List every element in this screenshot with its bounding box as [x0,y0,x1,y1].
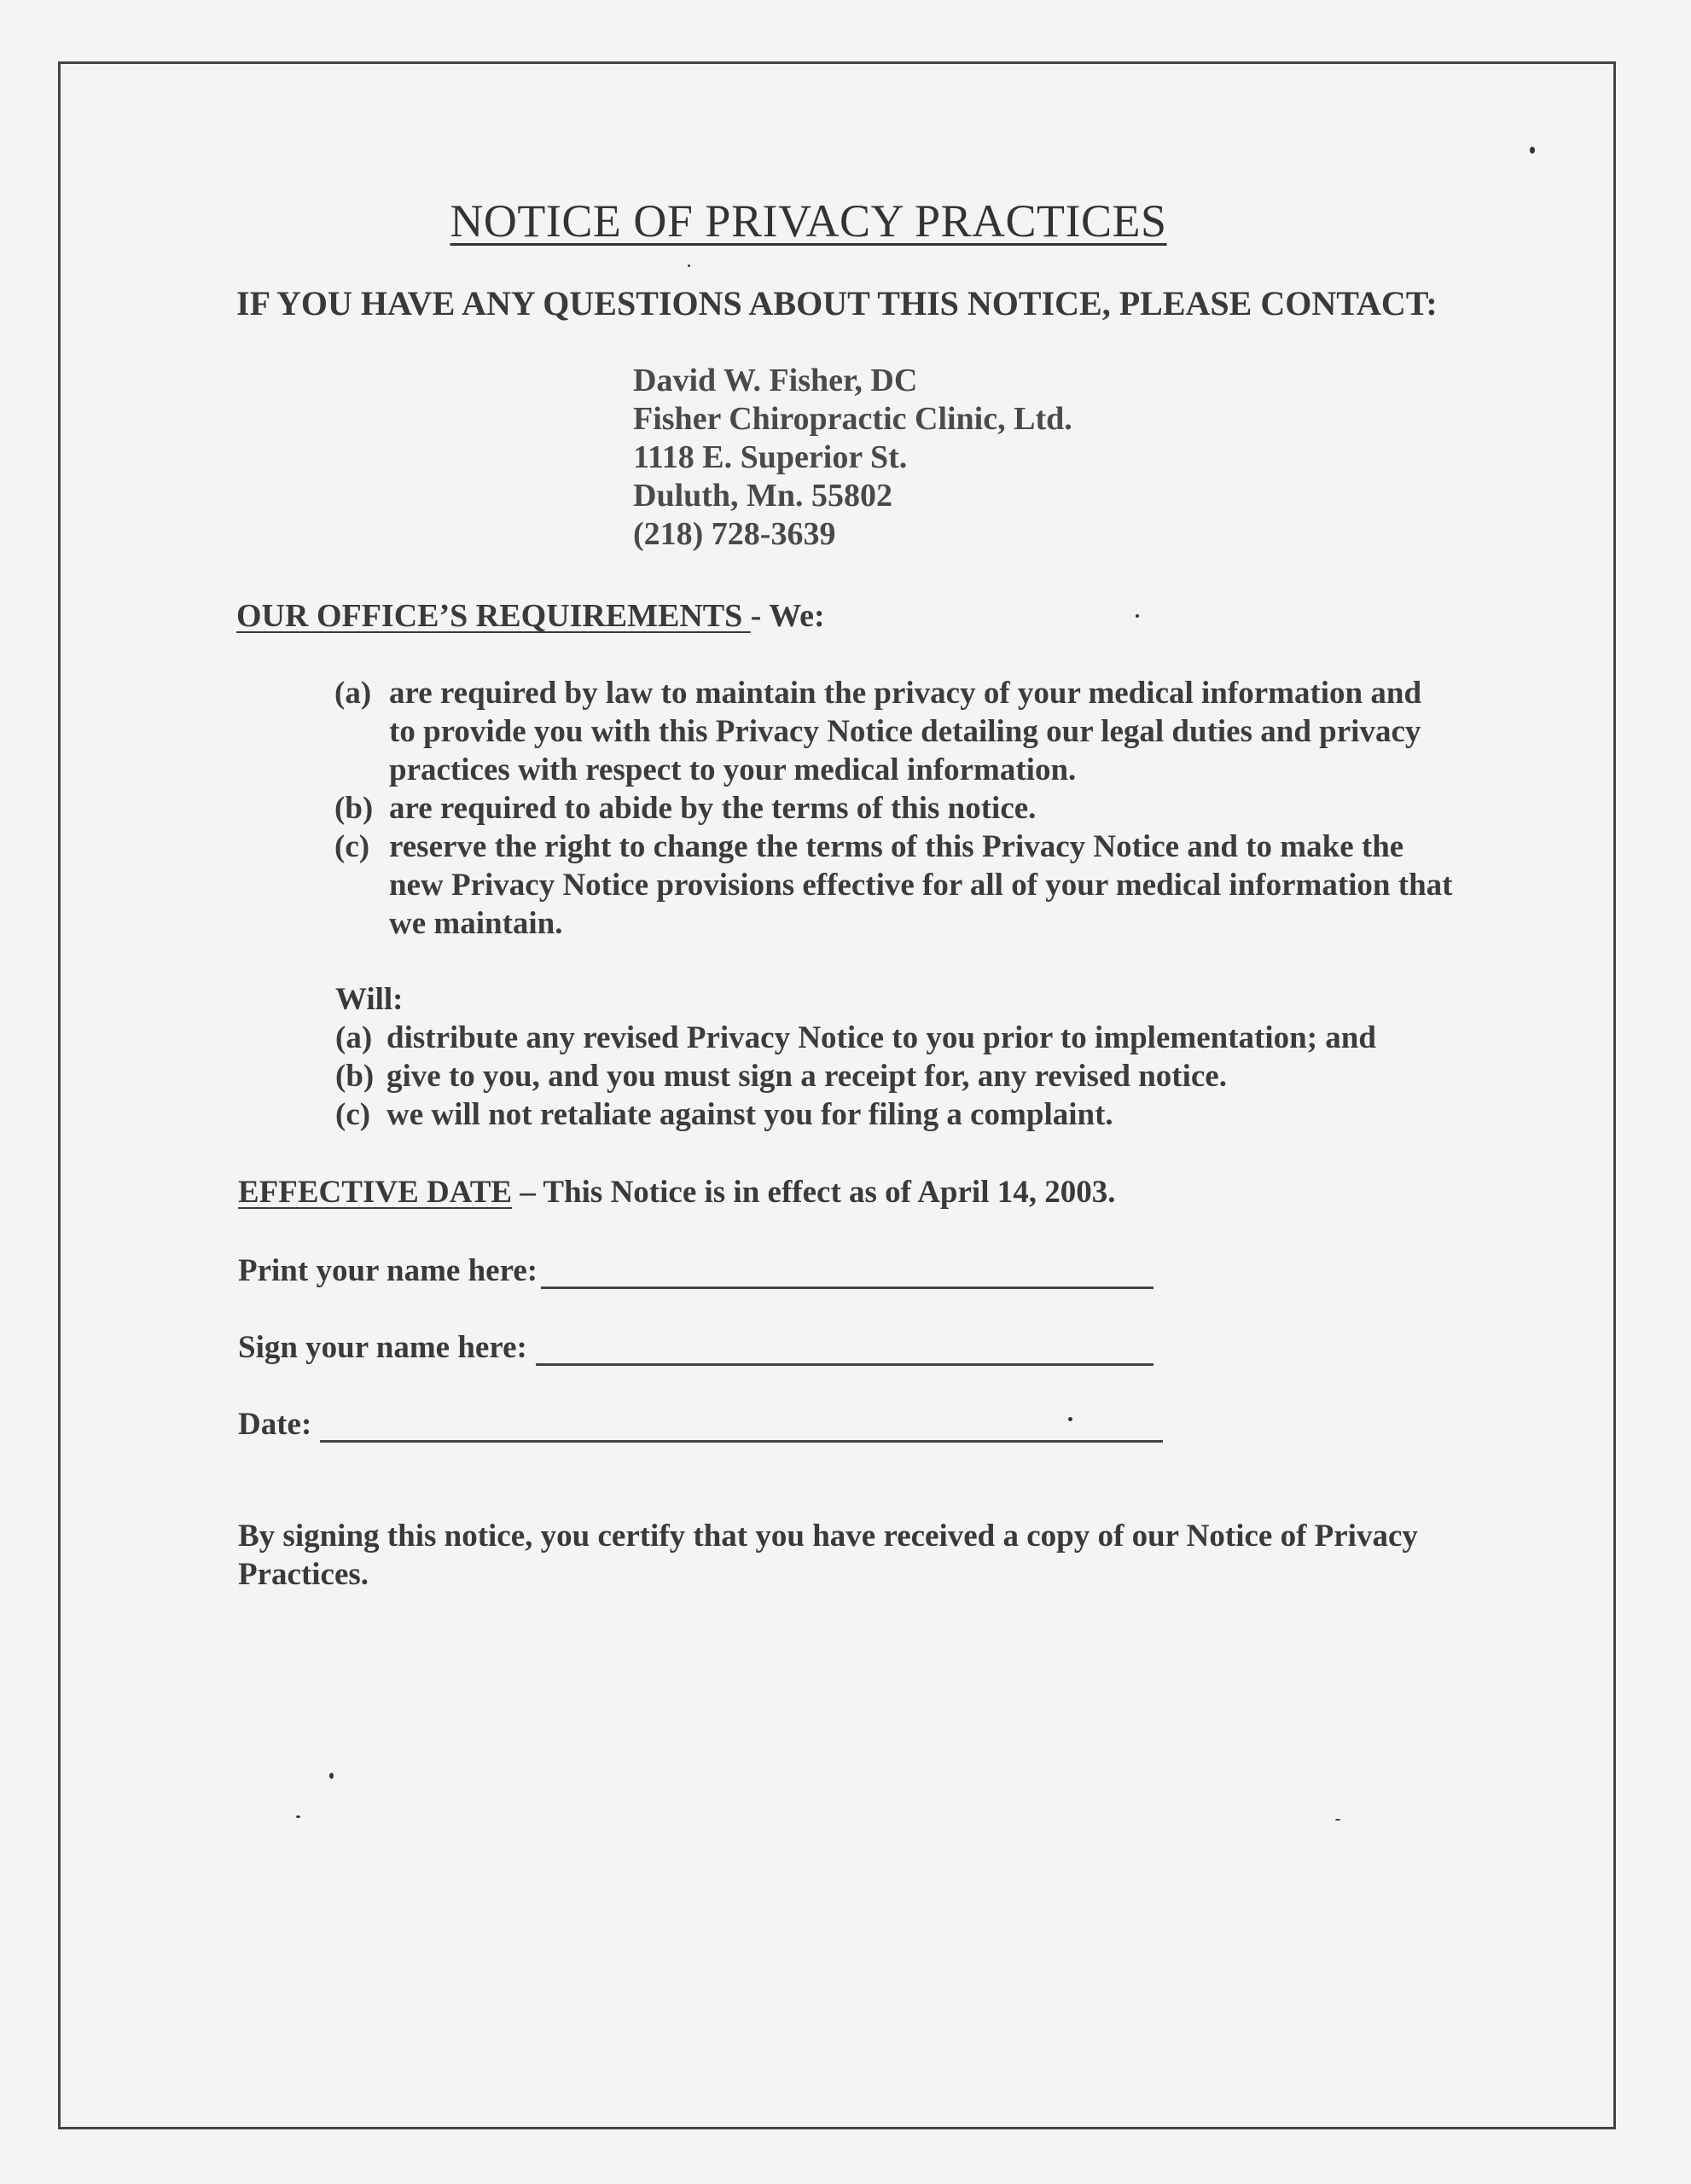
document-title: NOTICE OF PRIVACY PRACTICES [450,195,1167,247]
list-item [335,1019,1479,1057]
effective-date-text: – This Notice is in effect as of April 14, 2003. [512,1175,1116,1210]
sign-name-label: Sign your name here: [238,1330,527,1365]
date-field [238,1406,1163,1443]
item-marker: (b) [334,791,374,826]
contact-heading: IF YOU HAVE ANY QUESTIONS ABOUT THIS NOTICE, PLEASE CONTACT: [236,284,1438,322]
item-text: give to you, and you must sign a receipt for, any revised notice. [386,1059,1227,1094]
scan-speck [688,264,690,267]
requirements-heading [236,597,825,635]
print-name-field [238,1252,1153,1289]
scan-speck [1530,147,1535,154]
contact-block [633,362,1072,554]
print-name-line[interactable] [541,1256,1153,1289]
will-label: Will: [335,982,404,1017]
will-list [335,1019,1479,1134]
date-label: Date: [238,1407,312,1442]
item-text: distribute any revised Privacy Notice to you prior to implementation; and [386,1020,1376,1055]
contact-name: David W. Fisher, DC [633,363,918,398]
list-item [334,789,1461,828]
item-text: are required to abide by the terms of this notice. [389,791,1037,826]
list-item [335,1057,1479,1095]
effective-date-label: EFFECTIVE DATE [238,1175,513,1210]
contact-clinic: Fisher Chiropractic Clinic, Ltd. [633,401,1072,437]
certification-statement: By signing this notice, you certify that you have received a copy of our Notice of Privacy Practices. [238,1519,1418,1592]
contact-city: Duluth, Mn. 55802 [633,478,893,514]
item-marker: (c) [334,829,370,864]
item-marker: (a) [334,676,372,711]
item-marker: (b) [335,1059,375,1094]
item-text: reserve the right to change the terms of this Privacy Notice and to make the new Privacy Notice provisions effective for all of your medical information that we maintain. [389,829,1453,941]
date-line[interactable] [320,1409,1163,1443]
item-marker: (c) [335,1097,371,1132]
sign-name-line[interactable] [536,1333,1153,1366]
contact-phone: (218) 728-3639 [633,516,836,552]
scan-speck [329,1773,334,1779]
scan-speck [296,1815,300,1818]
scan-speck [1136,614,1139,618]
contact-street: 1118 E. Superior St. [633,439,908,475]
list-item [334,828,1461,943]
item-text: are required by law to maintain the privacy of your medical information and to provide you with this Privacy Notice detailing our legal duties and privacy practices with respect to your medical information. [389,676,1422,787]
scan-speck [1068,1417,1072,1421]
requirements-list [334,674,1461,943]
sign-name-field [238,1329,1153,1366]
scan-speck [1335,1819,1340,1821]
item-text: we will not retaliate against you for filing a complaint. [386,1097,1113,1132]
requirements-heading-suffix: - We: [750,598,825,634]
list-item [335,1095,1479,1134]
item-marker: (a) [335,1020,373,1055]
list-item [334,674,1461,789]
requirements-heading-label: OUR OFFICE’S REQUIREMENTS [236,598,751,634]
effective-date [238,1174,1115,1211]
print-name-label: Print your name here: [238,1253,538,1288]
